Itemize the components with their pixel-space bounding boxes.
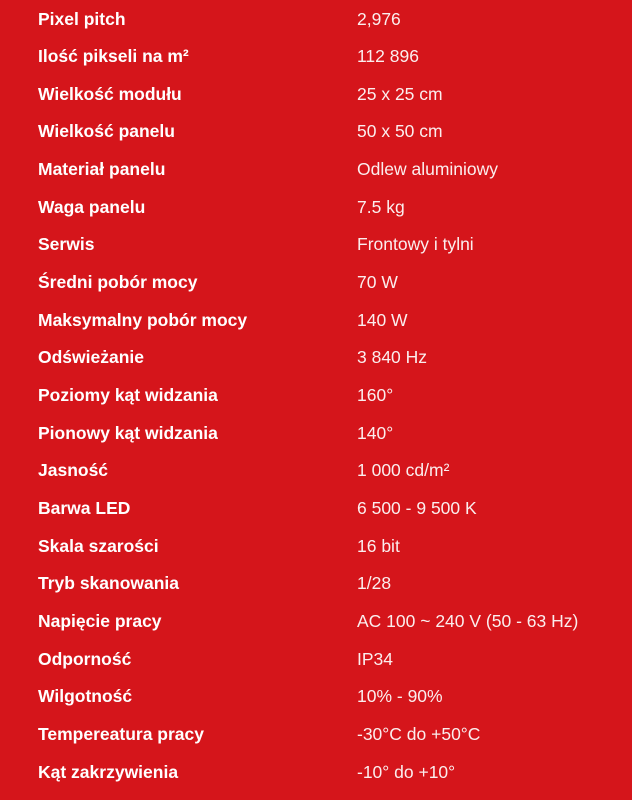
spec-value: IP34 <box>357 648 393 669</box>
spec-label: Skala szarości <box>38 535 159 556</box>
spec-row <box>0 339 632 376</box>
spec-row <box>0 302 632 339</box>
spec-row <box>0 452 632 489</box>
spec-value: -30°C do +50°C <box>357 723 481 744</box>
spec-label: Napięcie pracy <box>38 610 162 631</box>
spec-row <box>0 38 632 75</box>
spec-value: 3 840 Hz <box>357 347 428 368</box>
spec-label: Odporność <box>38 648 132 669</box>
spec-value: Odlew aluminiowy <box>357 159 499 180</box>
spec-row <box>0 151 632 188</box>
spec-row <box>0 754 632 791</box>
spec-label: Pionowy kąt widzania <box>38 422 218 443</box>
spec-row <box>0 113 632 150</box>
spec-label: Serwis <box>38 234 95 255</box>
spec-row <box>0 490 632 527</box>
spec-value: 1/28 <box>357 573 392 594</box>
spec-value: 6 500 - 9 500 K <box>357 497 477 518</box>
spec-value: 2,976 <box>357 8 401 29</box>
spec-row <box>0 264 632 301</box>
spec-value: 140° <box>357 422 394 443</box>
spec-label: Tryb skanowania <box>38 573 180 594</box>
spec-value: 70 W <box>357 272 398 293</box>
spec-label: Waga panelu <box>38 196 146 217</box>
spec-label: Wilgotność <box>38 686 133 707</box>
spec-label: Jasność <box>38 460 109 481</box>
spec-value: 16 bit <box>357 535 400 556</box>
spec-row <box>0 377 632 414</box>
spec-label: Średni pobór mocy <box>38 272 198 293</box>
spec-label: Maksymalny pobór mocy <box>38 309 248 330</box>
spec-row <box>0 678 632 715</box>
spec-value: 50 x 50 cm <box>357 121 443 142</box>
spec-row <box>0 716 632 753</box>
spec-label: Ilość pikseli na m² <box>38 46 189 67</box>
spec-row <box>0 76 632 113</box>
spec-value: 10% - 90% <box>357 686 443 707</box>
spec-value: 1 000 cd/m² <box>357 460 450 481</box>
spec-row <box>0 226 632 263</box>
spec-label: Pixel pitch <box>38 8 126 29</box>
spec-row <box>0 528 632 565</box>
spec-row <box>0 1 632 38</box>
spec-label: Odświeżanie <box>38 347 145 368</box>
spec-value: -10° do +10° <box>357 761 456 782</box>
spec-value: 140 W <box>357 309 408 330</box>
spec-row <box>0 189 632 226</box>
spec-row <box>0 415 632 452</box>
spec-value: 112 896 <box>357 46 419 67</box>
spec-label: Tempereatura pracy <box>38 723 205 744</box>
spec-label: Poziomy kąt widzania <box>38 385 218 405</box>
spec-label: Barwa LED <box>38 497 131 518</box>
spec-value: Frontowy i tylni <box>357 234 474 255</box>
spec-value: 25 x 25 cm <box>357 83 443 104</box>
spec-label: Wielkość panelu <box>38 121 175 142</box>
spec-row <box>0 603 632 640</box>
spec-label: Kąt zakrzywienia <box>38 761 179 782</box>
spec-label: Wielkość modułu <box>38 83 182 104</box>
spec-value: 160° <box>357 385 394 405</box>
spec-row <box>0 641 632 678</box>
spec-value: 7.5 kg <box>357 196 405 217</box>
spec-value: AC 100 ~ 240 V (50 - 63 Hz) <box>357 610 579 631</box>
spec-label: Materiał panelu <box>38 159 166 180</box>
spec-row <box>0 565 632 602</box>
